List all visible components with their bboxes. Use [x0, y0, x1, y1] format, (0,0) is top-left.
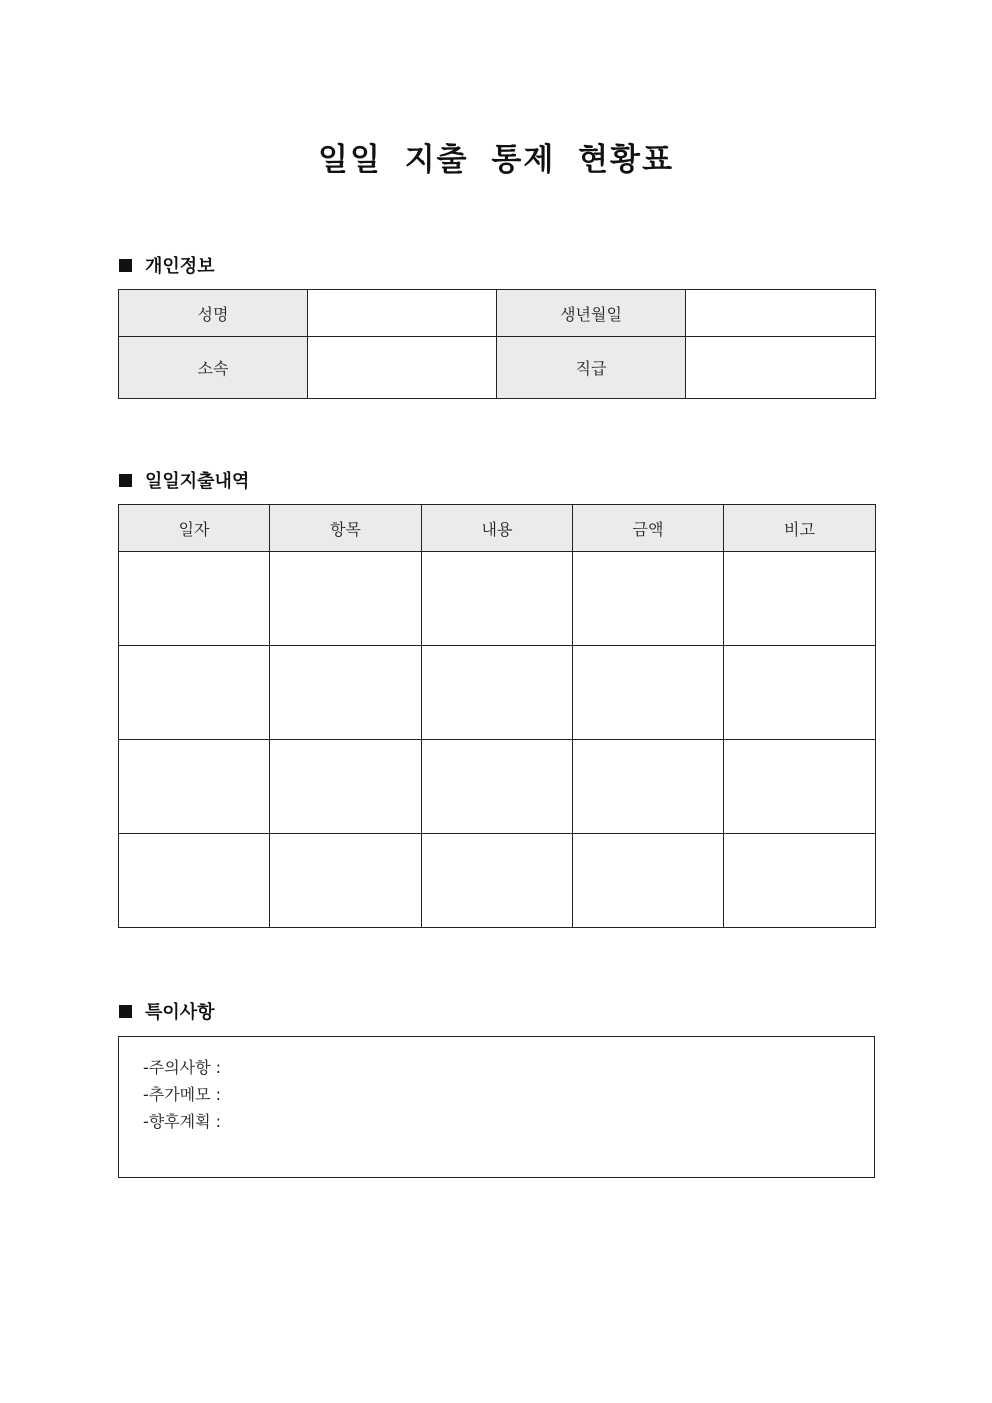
- note-caution: -주의사항 :: [143, 1058, 222, 1077]
- content-cell[interactable]: [422, 646, 573, 740]
- date-cell[interactable]: [119, 740, 270, 834]
- content-cell[interactable]: [422, 740, 573, 834]
- column-header-remarks: 비고: [724, 505, 876, 552]
- table-row: [119, 337, 876, 399]
- section-title: 특이사항: [145, 1002, 215, 1023]
- table-row: [119, 740, 876, 834]
- date-cell[interactable]: [119, 646, 270, 740]
- square-bullet-icon: [119, 474, 132, 487]
- amount-cell[interactable]: [573, 740, 724, 834]
- page-title: 일일 지출 통제 현황표: [318, 142, 674, 178]
- item-cell[interactable]: [270, 834, 422, 928]
- column-header-date: 일자: [119, 505, 270, 552]
- expense-table: [118, 504, 876, 928]
- item-cell[interactable]: [270, 552, 422, 646]
- column-header-item: 항목: [270, 505, 422, 552]
- content-cell[interactable]: [422, 552, 573, 646]
- birthdate-field[interactable]: [686, 290, 876, 337]
- remarks-cell[interactable]: [724, 646, 876, 740]
- content-cell[interactable]: [422, 834, 573, 928]
- personal-info-table: [118, 289, 876, 399]
- position-field[interactable]: [686, 337, 876, 399]
- date-cell[interactable]: [119, 834, 270, 928]
- name-label: 성명: [119, 290, 308, 337]
- table-header-row: [119, 505, 876, 552]
- notes-box[interactable]: [118, 1036, 875, 1178]
- position-label: 직급: [497, 337, 686, 399]
- remarks-cell[interactable]: [724, 834, 876, 928]
- remarks-cell[interactable]: [724, 552, 876, 646]
- table-row: [119, 834, 876, 928]
- affiliation-label: 소속: [119, 337, 308, 399]
- column-header-amount: 금액: [573, 505, 724, 552]
- item-cell[interactable]: [270, 740, 422, 834]
- square-bullet-icon: [119, 1005, 132, 1018]
- amount-cell[interactable]: [573, 646, 724, 740]
- name-field[interactable]: [308, 290, 497, 337]
- affiliation-field[interactable]: [308, 337, 497, 399]
- note-memo: -추가메모 :: [143, 1085, 222, 1104]
- date-cell[interactable]: [119, 552, 270, 646]
- item-cell[interactable]: [270, 646, 422, 740]
- remarks-cell[interactable]: [724, 740, 876, 834]
- section-title: 일일지출내역: [145, 471, 250, 492]
- birthdate-label: 생년월일: [497, 290, 686, 337]
- column-header-content: 내용: [422, 505, 573, 552]
- note-plan: -향후계획 :: [143, 1112, 222, 1131]
- section-heading-notes: [119, 999, 215, 1023]
- amount-cell[interactable]: [573, 552, 724, 646]
- section-heading-personal: [119, 253, 215, 277]
- square-bullet-icon: [119, 259, 132, 272]
- table-row: [119, 646, 876, 740]
- section-heading-expenses: [119, 468, 249, 492]
- table-row: [119, 290, 876, 337]
- table-row: [119, 552, 876, 646]
- amount-cell[interactable]: [573, 834, 724, 928]
- section-title: 개인정보: [145, 256, 215, 277]
- notes-list: [119, 1037, 874, 1135]
